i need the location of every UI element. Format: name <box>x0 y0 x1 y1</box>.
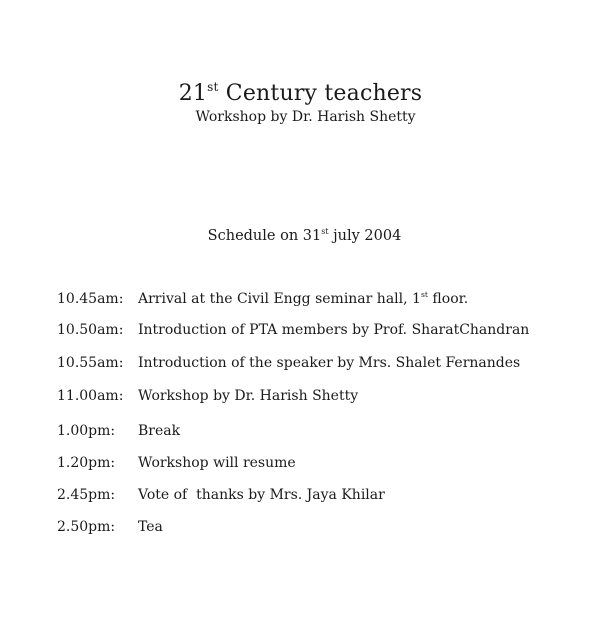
schedule-time: 10.45am: <box>57 291 124 307</box>
schedule-description: Vote of thanks by Mrs. Jaya Khilar <box>138 487 385 503</box>
title-superscript: st <box>207 79 219 94</box>
schedule-row <box>0 353 601 373</box>
schedule-row <box>0 289 601 309</box>
schedule-time: 11.00am: <box>57 388 124 404</box>
schedule-description-suffix: floor. <box>427 291 469 307</box>
schedule-description-text: Arrival at the Civil Engg seminar hall, 1 <box>138 291 421 307</box>
schedule-time: 1.20pm: <box>57 455 116 471</box>
schedule-description: Introduction of the speaker by Mrs. Shalet Fernandes <box>138 355 521 371</box>
schedule-heading-superscript: st <box>321 227 329 237</box>
schedule-description: Introduction of PTA members by Prof. SharatChandran <box>138 322 530 338</box>
schedule-row <box>0 421 601 441</box>
title-number: 21 <box>178 81 208 106</box>
schedule-description: Workshop will resume <box>138 455 296 471</box>
document-subtitle: Workshop by Dr. Harish Shetty <box>195 109 416 125</box>
schedule-description: Workshop by Dr. Harish Shetty <box>138 388 359 404</box>
schedule-time: 10.55am: <box>57 355 124 371</box>
schedule-heading-suffix: july 2004 <box>328 228 402 244</box>
schedule-row <box>0 517 601 537</box>
schedule-row <box>0 386 601 406</box>
schedule-description: Tea <box>138 519 163 535</box>
schedule-heading-prefix: Schedule on 31 <box>207 228 322 244</box>
schedule-time: 2.50pm: <box>57 519 116 535</box>
title-text: Century teachers <box>218 81 423 106</box>
schedule-time: 2.45pm: <box>57 487 116 503</box>
schedule-time: 1.00pm: <box>57 423 116 439</box>
schedule-row <box>0 453 601 473</box>
schedule-description-superscript: st <box>420 290 428 300</box>
schedule-description <box>138 289 468 311</box>
schedule-row <box>0 320 601 340</box>
schedule-description: Break <box>138 423 181 439</box>
schedule-heading <box>0 226 601 248</box>
schedule-time: 10.50am: <box>57 322 124 338</box>
schedule-row <box>0 485 601 505</box>
document-title <box>0 80 601 110</box>
